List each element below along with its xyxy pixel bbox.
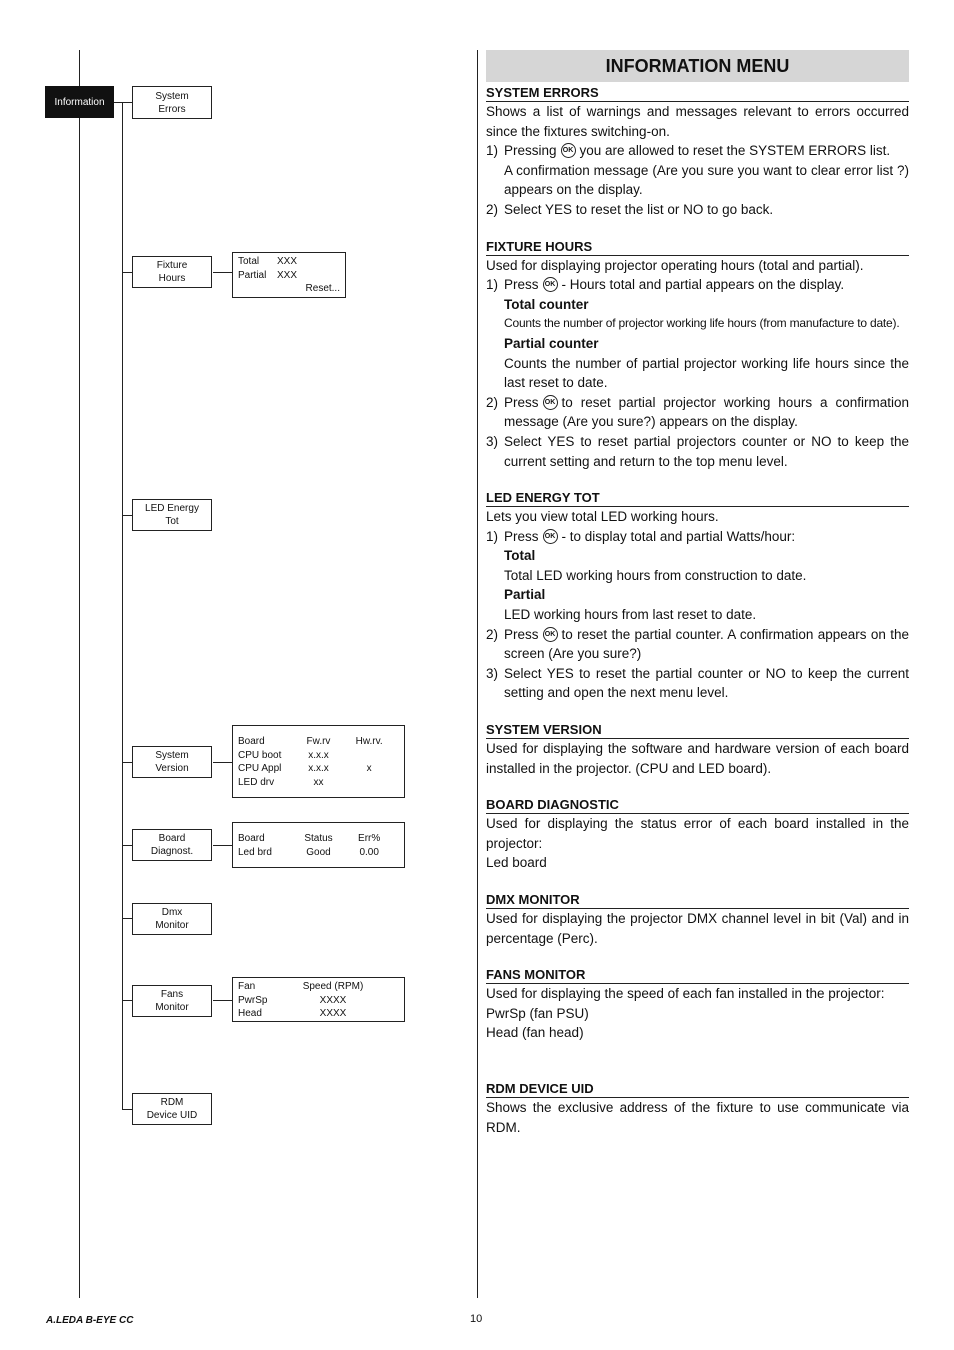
ok-button-icon: OK (543, 627, 558, 642)
display-cell: CPU boot (238, 749, 282, 761)
item-text (504, 141, 909, 161)
page-number: 10 (470, 1313, 483, 1325)
node-label: Dmx (161, 907, 183, 918)
display-cell (339, 776, 399, 790)
display-header: Err% (358, 833, 381, 844)
display-cell: LED drv (238, 776, 275, 788)
display-header: Board (238, 736, 265, 747)
node-label: Monitor (155, 920, 189, 931)
section-text: Head (fan head) (486, 1025, 584, 1041)
item-text: Select YES to reset the list or NO to go back. (504, 201, 774, 217)
section-title-fixture-hours: FIXTURE HOURS (486, 239, 909, 256)
item-number: 1) (486, 528, 499, 544)
fans-monitor-display (232, 977, 405, 1022)
display-cell: XXXX (319, 1008, 347, 1019)
display-label: Total (238, 256, 260, 267)
node-system-version (132, 746, 212, 778)
list-item (486, 664, 909, 703)
ok-button-icon: OK (561, 143, 576, 158)
item-text-part: Press (504, 528, 539, 544)
item-text-part: to reset the partial counter. A confirmation appears on the screen (Are you sure?) (504, 626, 909, 662)
list-item (486, 527, 909, 547)
display-cell: xx (313, 776, 324, 788)
section-title-fans-monitor: FANS MONITOR (486, 967, 909, 984)
display-reset: Reset... (305, 283, 340, 294)
section-text: Used for displaying the speed of each fan installed in the projector: (486, 986, 885, 1002)
node-label: System (155, 90, 189, 102)
item-text-part: Pressing (504, 143, 557, 159)
list-item (486, 200, 909, 220)
connector (122, 918, 132, 919)
display-cell: Led brd (238, 846, 272, 858)
node-rdm-device-uid (132, 1093, 212, 1125)
node-label: System (155, 750, 189, 761)
node-label: LED Energy (145, 503, 199, 514)
information-content (486, 85, 909, 1137)
display-cell: PwrSp (238, 994, 268, 1006)
node-label: Version (155, 763, 189, 774)
item-text: LED working hours from last reset to date. (504, 607, 757, 623)
item-text: Total LED working hours from construction to date. (504, 567, 807, 583)
display-label: Partial (238, 269, 267, 281)
item-text (504, 625, 909, 664)
diagram-left-line (79, 50, 80, 1298)
section-text: Used for displaying projector operating hours (total and partial). (486, 257, 864, 273)
ok-button-icon: OK (543, 395, 558, 410)
display-header: Fan (238, 981, 256, 992)
subheading: Partial counter (504, 335, 599, 351)
connector (213, 762, 233, 763)
section-text: Used for displaying the software and hardware version of each board installed in the projector. (CPU and LED board). (486, 741, 909, 776)
connector (122, 1000, 132, 1001)
item-number: 3) (486, 433, 499, 449)
section-text: Lets you view total LED working hours. (486, 509, 719, 525)
section-title-system-errors: SYSTEM ERRORS (486, 85, 909, 102)
board-diagnostic-display (232, 822, 405, 868)
connector (213, 1000, 233, 1001)
item-text-part: you are allowed to reset the SYSTEM ERRORS list. (579, 143, 891, 159)
display-value: XXX (277, 256, 298, 267)
connector (213, 845, 233, 846)
root-node-information: Information (45, 86, 114, 118)
node-label: Tot (165, 516, 179, 527)
list-item (486, 393, 909, 432)
display-header: Board (238, 833, 265, 844)
item-number: 3) (486, 665, 499, 681)
display-header: Fw.rv (306, 736, 331, 747)
connector (213, 272, 233, 273)
list-item (486, 141, 909, 161)
diagram-trunk-line (122, 102, 123, 1110)
node-label: Fans (160, 989, 184, 1000)
section-text: Shows the exclusive address of the fixture to use communicate via RDM. (486, 1099, 909, 1135)
ok-button-icon: OK (543, 529, 558, 544)
display-value: XXX (277, 269, 298, 281)
connector (122, 762, 132, 763)
list-item (486, 432, 909, 471)
list-item (486, 625, 909, 664)
display-header: Hw.rv. (355, 736, 383, 747)
section-title-led-energy-tot: LED ENERGY TOT (486, 490, 909, 507)
node-label: Board (158, 833, 186, 844)
node-label: Device UID (146, 1110, 198, 1121)
node-fans-monitor (132, 985, 212, 1017)
connector (114, 102, 132, 103)
node-dmx-monitor (132, 903, 212, 935)
item-text (504, 527, 909, 547)
item-text: A confirmation message (Are you sure you want to clear error list ?) appears on the display. (504, 162, 909, 198)
item-text-part: - Hours total and partial appears on the display. (561, 277, 845, 293)
item-number: 2) (486, 626, 499, 642)
section-text: Shows a list of warnings and messages relevant to errors occurred since the fixtures switching-on. (486, 104, 909, 139)
connector (122, 1109, 132, 1110)
item-number: 1) (486, 277, 499, 293)
subheading: Partial (504, 587, 546, 603)
subheading: Total (504, 548, 536, 564)
item-text-part: Press (504, 277, 539, 293)
ok-button-icon: OK (543, 277, 558, 292)
item-number: 1) (486, 143, 499, 159)
footer-product-name: A.LEDA B-EYE CC (46, 1315, 134, 1326)
page-divider (477, 50, 478, 1298)
item-text: Counts the number of partial projector working life hours since the last reset to date. (504, 355, 909, 391)
item-text: Select YES to reset the partial counter or NO to keep the current setting and open the next menu level. (504, 665, 909, 701)
connector (122, 845, 132, 846)
display-cell (339, 749, 399, 763)
node-label: Fixture (156, 260, 188, 271)
node-label: Errors (158, 103, 186, 115)
section-title-system-version: SYSTEM VERSION (486, 722, 909, 739)
item-text (504, 393, 909, 432)
display-header: Speed (RPM) (302, 981, 364, 992)
node-label: Diagnost. (150, 846, 194, 857)
item-text (504, 275, 909, 295)
display-cell: x.x.x (308, 749, 329, 761)
section-title-dmx-monitor: DMX MONITOR (486, 892, 909, 909)
section-title-rdm-device-uid: RDM DEVICE UID (486, 1081, 909, 1098)
item-text-part: to reset partial projector working hours a confirmation message (Are you sure?) appears on the display. (504, 394, 909, 430)
node-system-errors (132, 86, 212, 119)
page-title: INFORMATION MENU (486, 50, 909, 82)
item-number: 2) (486, 201, 499, 217)
section-text: PwrSp (fan PSU) (486, 1005, 589, 1021)
connector (122, 515, 132, 516)
connector (122, 272, 132, 273)
section-title-board-diagnostic: BOARD DIAGNOSTIC (486, 797, 909, 814)
section-text: Led board (486, 855, 547, 871)
display-cell: CPU Appl (238, 763, 282, 774)
system-version-display (232, 725, 405, 798)
fixture-hours-display (232, 252, 346, 298)
display-cell: 0.00 (359, 846, 379, 858)
section-text: Used for displaying the status error of each board installed in the projector: (486, 816, 909, 851)
node-label: Hours (158, 273, 186, 284)
display-cell: x (366, 763, 372, 774)
node-board-diagnost (132, 829, 212, 861)
item-text: Select YES to reset partial projectors counter or NO to keep the current setting and return to the top menu level. (504, 433, 909, 469)
node-fixture-hours (132, 256, 212, 288)
node-led-energy-tot (132, 499, 212, 531)
item-number: 2) (486, 394, 499, 410)
item-text-part: - to display total and partial Watts/hour: (561, 528, 796, 544)
node-label: RDM (160, 1097, 184, 1108)
section-text: Used for displaying the projector DMX channel level in bit (Val) and in percentage (Perc). (486, 911, 909, 946)
display-cell: XXXX (319, 994, 347, 1006)
subheading: Total counter (504, 296, 589, 312)
node-label: Monitor (155, 1002, 189, 1013)
display-cell: x.x.x (308, 763, 329, 774)
item-text-part: Press (504, 626, 539, 642)
item-text: Counts the number of projector working life hours (from manufacture to date). (504, 316, 900, 331)
display-cell: Good (306, 846, 331, 858)
list-item (486, 275, 909, 295)
display-header: Status (304, 833, 333, 844)
display-cell: Head (238, 1008, 262, 1019)
item-text-part: Press (504, 394, 539, 410)
